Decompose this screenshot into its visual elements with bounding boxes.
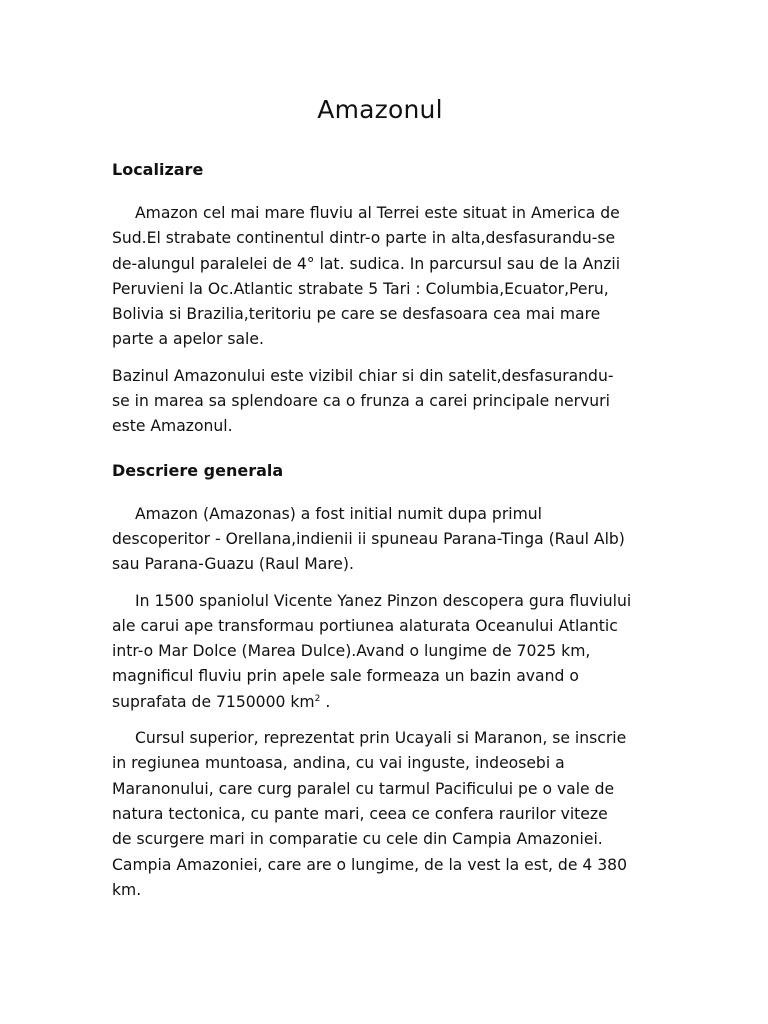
text-line: de scurgere mari in comparatie cu cele din Campia Amazoniei. <box>112 830 603 849</box>
text-line: natura tectonica, cu pante mari, ceea ce confera raurilor viteze <box>112 804 608 823</box>
text-line: Peruvieni la Oc.Atlantic strabate 5 Tari : Columbia,Ecuator,Peru, <box>112 279 609 298</box>
text-line-with-superscript <box>112 690 648 715</box>
text-line: km. <box>112 880 142 899</box>
text-line: parte a apelor sale. <box>112 330 264 349</box>
text-line: Amazon (Amazonas) a fost initial numit dupa primul <box>135 504 542 523</box>
paragraph <box>112 726 648 903</box>
paragraph <box>112 589 648 715</box>
text-line: Campia Amazoniei, care are o lungime, de la vest la est, de 4 380 <box>112 855 628 874</box>
text-line: Cursul superior, reprezentat prin Ucayali si Maranon, se inscrie <box>135 729 627 748</box>
line-end-punctuation: . <box>320 692 331 711</box>
text-line: in regiunea muntoasa, andina, cu vai inguste, indeosebi a <box>112 754 565 773</box>
text-line: este Amazonul. <box>112 417 233 436</box>
text-line: descoperitor - Orellana,indienii ii spuneau Parana-Tinga (Raul Alb) <box>112 529 625 548</box>
document-title: Amazonul <box>317 95 443 124</box>
text-line: intr-o Mar Dolce (Marea Dulce).Avand o lungime de 7025 km, <box>112 642 591 661</box>
text-line: Bolivia si Brazilia,teritoriu pe care se desfasoara cea mai mare <box>112 305 601 324</box>
text-line: Bazinul Amazonului este vizibil chiar si din satelit,desfasurandu- <box>112 366 614 385</box>
text-line: Sud.El strabate continentul dintr-o parte in alta,desfasurandu-se <box>112 229 616 248</box>
paragraph <box>112 502 648 578</box>
section-heading: Localizare <box>112 160 204 179</box>
text-line: se in marea sa splendoare ca o frunza a carei principale nervuri <box>112 392 610 411</box>
section-localizare <box>112 158 648 440</box>
section-descriere-generala <box>112 459 648 903</box>
text-line: ale carui ape transformau portiunea alaturata Oceanului Atlantic <box>112 616 618 635</box>
paragraph <box>112 201 648 353</box>
area-text: suprafata de 7150000 km <box>112 692 315 711</box>
text-line: sau Parana-Guazu (Raul Mare). <box>112 555 354 574</box>
text-line: In 1500 spaniolul Vicente Yanez Pinzon descopera gura fluviului <box>135 591 632 610</box>
text-line: Maranonului, care curg paralel cu tarmul Pacificului pe o vale de <box>112 779 615 798</box>
text-line: Amazon cel mai mare fluviu al Terrei este situat in America de <box>135 204 620 222</box>
section-heading: Descriere generala <box>112 460 284 480</box>
superscript-exponent: 2 <box>314 693 321 704</box>
paragraph <box>112 364 648 440</box>
text-line: de-alungul paralelei de 4° lat. sudica. In parcursul sau de la Anzii <box>112 254 621 273</box>
text-line: magnificul fluviu prin apele sale formeaza un bazin avand o <box>112 667 579 686</box>
